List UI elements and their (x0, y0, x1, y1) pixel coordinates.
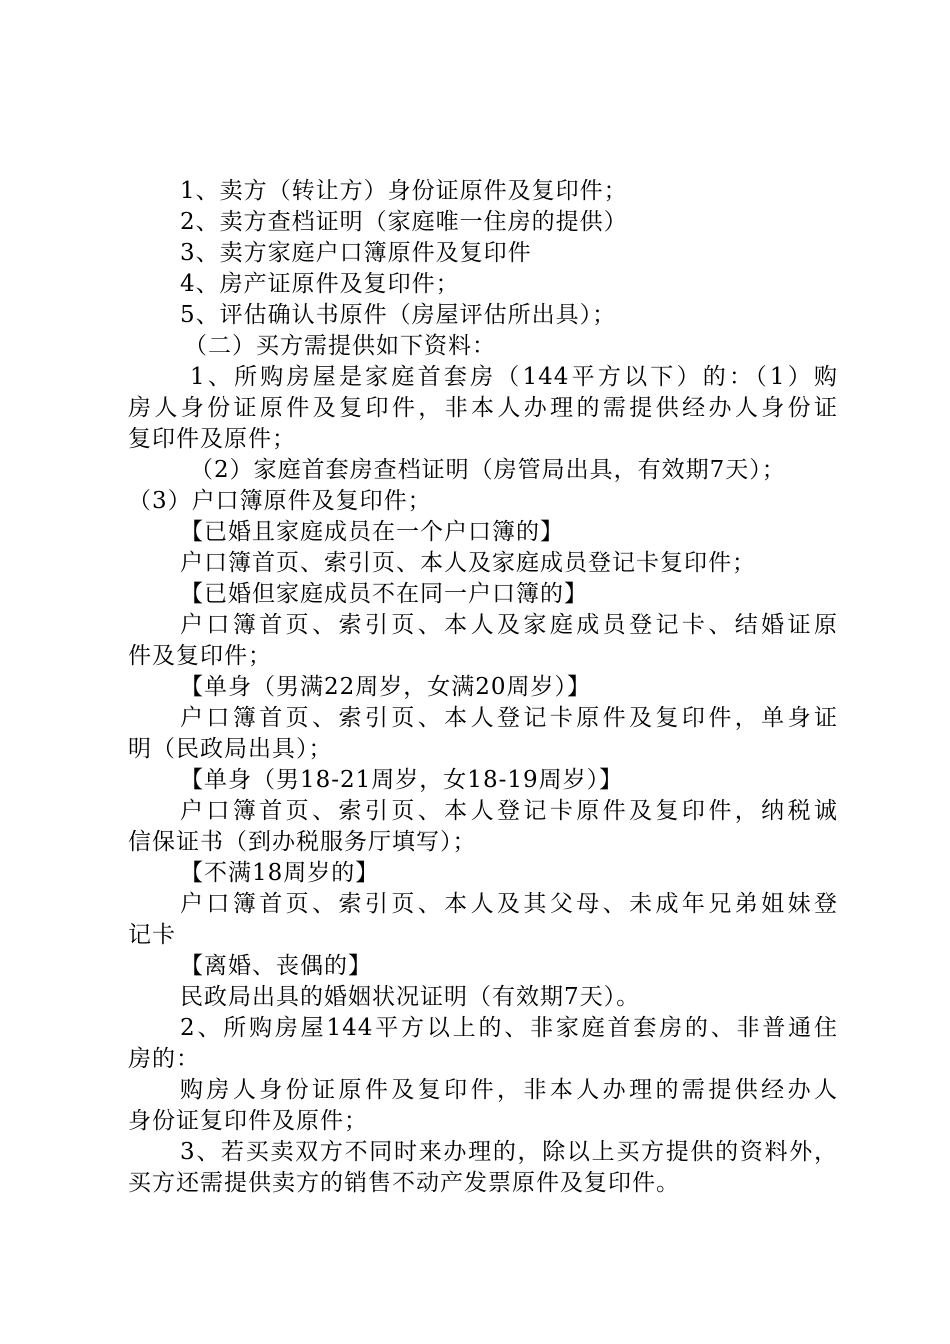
text-line: 复印件及原件； (128, 426, 296, 452)
text-line: 民政局出具的婚姻状况证明（有效期7天）。 (180, 984, 641, 1010)
text-line: 购房人身份证原件及复印件，非本人办理的需提供经办人 (180, 1077, 838, 1103)
text-line: 明（民政局出具）； (128, 736, 333, 762)
text-line: 户口簿首页、索引页、本人及其父母、未成年兄弟姐妹登 (180, 891, 838, 917)
text-line: 户口簿首页、索引页、本人登记卡原件及复印件，单身证 (180, 705, 838, 731)
text-line: 3、卖方家庭户口簿原件及复印件 (180, 240, 532, 266)
text-line: 买方还需提供卖方的销售不动产发票原件及复印件。 (128, 1170, 680, 1196)
text-line: （3）户口簿原件及复印件； (128, 488, 432, 514)
text-line: 5、评估确认书原件（房屋评估所出具）； (180, 302, 617, 328)
text-line: 记卡 (128, 922, 176, 948)
text-line: 1、所购房屋是家庭首套房（144平方以下）的：（1）购 (190, 364, 838, 390)
text-line: 身份证复印件及原件； (128, 1108, 368, 1134)
text-line: 【单身（男18-21周岁，女18-19周岁）】 (180, 767, 624, 793)
text-line: 户口簿首页、索引页、本人及家庭成员登记卡、结婚证原 (180, 612, 838, 638)
text-line: 【已婚但家庭成员不在同一户口簿的】 (180, 581, 588, 607)
text-line: 信保证书（到办税服务厅填写）； (128, 829, 477, 855)
text-line: 户口簿首页、索引页、本人及家庭成员登记卡复印件； (180, 550, 756, 576)
text-line: 【不满18周岁的】 (180, 860, 380, 886)
document-body (128, 176, 838, 1199)
text-line: 房的： (128, 1046, 200, 1072)
text-line: 【单身（男满22周岁，女满20周岁）】 (180, 674, 592, 700)
text-line: 房人身份证原件及复印件，非本人办理的需提供经办人身份证 (128, 395, 838, 421)
text-line: 件及复印件； (128, 643, 272, 669)
text-line: 3、若买卖双方不同时来办理的，除以上买方提供的资料外， (180, 1139, 838, 1165)
text-line: 【离婚、丧偶的】 (180, 953, 372, 979)
text-line: 2、卖方查档证明（家庭唯一住房的提供） (180, 209, 628, 235)
text-line: 户口簿首页、索引页、本人登记卡原件及复印件，纳税诚 (180, 798, 838, 824)
text-line: 【已婚且家庭成员在一个户口簿的】 (180, 519, 564, 545)
section-heading: （二）买方需提供如下资料： (184, 333, 496, 359)
text-line: 1、卖方（转让方）身份证原件及复印件； (180, 178, 628, 204)
text-line: 2、所购房屋144平方以上的、非家庭首套房的、非普通住 (180, 1015, 838, 1041)
text-line: 4、房产证原件及复印件； (180, 271, 460, 297)
text-line: （2）家庭首套房查档证明（房管局出具，有效期7天）； (190, 457, 786, 483)
